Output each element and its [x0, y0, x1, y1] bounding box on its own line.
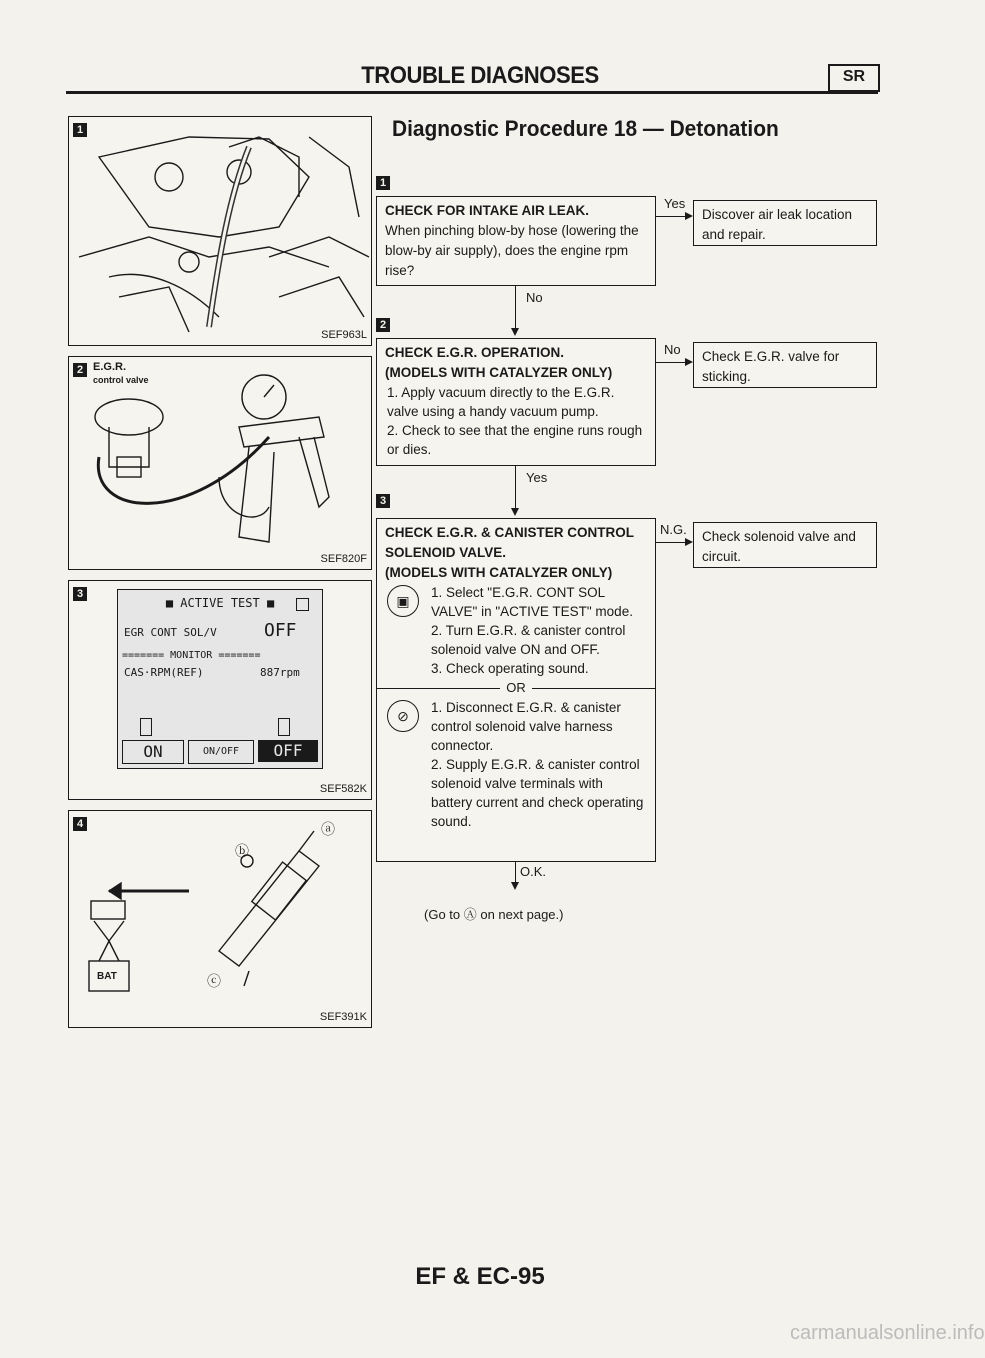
step-3-title: CHECK E.G.R. & CANISTER CONTROL SOLENOID VALVE.: [385, 525, 634, 560]
step-3-box: [376, 518, 656, 862]
figure-2: [68, 356, 372, 570]
step-number-3: 3: [376, 494, 390, 508]
step-2-item: 1. Apply vacuum directly to the E.G.R. valve using a handy vacuum pump.: [387, 385, 615, 419]
figure-ref: SEF391K: [319, 1011, 367, 1023]
goto-next-page: (Go to Ⓐ on next page.): [424, 907, 564, 922]
figure-caption: E.G.R. control valve: [93, 361, 149, 385]
screen-checkbox: [296, 598, 309, 611]
step-number-1: 1: [376, 176, 390, 190]
figure-ref: SEF582K: [319, 783, 367, 795]
screen-row1-label: EGR CONT SOL/V: [124, 626, 217, 639]
screen-title: ■ ACTIVE TEST ■: [165, 596, 275, 610]
step-3a-item: 3. Check operating sound.: [431, 661, 589, 676]
solenoid-battery-illustration: [69, 811, 371, 1027]
section-badge: SR: [828, 64, 880, 92]
consult-icon: ▣: [387, 585, 419, 617]
figure-3: [68, 580, 372, 800]
label-c: ⓒ: [207, 973, 221, 989]
screen-row2-value: 887rpm: [260, 666, 300, 679]
step-1-title: CHECK FOR INTAKE AIR LEAK.: [385, 203, 589, 218]
step-1-body: When pinching blow-by hose (lowering the blow-by air supply), does the engine rpm rise?: [385, 223, 639, 278]
figure-ref: SEF820F: [320, 553, 367, 565]
step-3a-item: 2. Turn E.G.R. & canister control solenoid valve ON and OFF.: [431, 623, 626, 657]
header-rule: [66, 91, 878, 94]
step-2-box: [376, 338, 656, 466]
step-2-title: CHECK E.G.R. OPERATION.: [385, 345, 565, 360]
vacuum-pump-illustration: [69, 357, 371, 569]
finger-icon: [140, 718, 152, 736]
figure-number: 1: [73, 123, 87, 137]
branch-yes-2: Yes: [526, 470, 548, 485]
finger-icon: [278, 718, 290, 736]
step-number-2: 2: [376, 318, 390, 332]
step-3a-item: 1. Select "E.G.R. CONT SOL VALVE" in "ACTIVE TEST" mode.: [431, 585, 633, 619]
step-3-subtitle: (MODELS WITH CATALYZER ONLY): [385, 565, 613, 580]
label-a: ⓐ: [321, 821, 335, 837]
onoff-button[interactable]: ON/OFF: [188, 740, 254, 764]
figure-number: 4: [73, 817, 87, 831]
step-3b-item: 1. Disconnect E.G.R. & canister control solenoid valve harness connector.: [431, 700, 621, 753]
battery-icon: BAT: [97, 971, 117, 982]
step-1-box: [376, 196, 656, 286]
step-2-item: 2. Check to see that the engine runs rough or dies.: [387, 423, 643, 457]
page-title: Diagnostic Procedure 18 — Detonation: [392, 116, 779, 141]
result-2-box: Check E.G.R. valve for sticking.: [693, 342, 877, 388]
branch-ng-3: N.G.: [660, 522, 687, 537]
label-b: ⓑ: [235, 843, 249, 859]
figure-1: [68, 116, 372, 346]
engine-hose-illustration: [69, 117, 371, 345]
figure-number: 2: [73, 363, 87, 377]
branch-yes-1: Yes: [664, 196, 686, 211]
figure-4: [68, 810, 372, 1028]
header-title: TROUBLE DIAGNOSES: [361, 62, 599, 89]
or-divider: OR: [500, 680, 532, 695]
consult-screen: [117, 589, 323, 769]
branch-no-1: No: [526, 290, 543, 305]
step-3b-item: 2. Supply E.G.R. & canister control solenoid valve terminals with battery current and check operating sound.: [431, 757, 644, 829]
on-button[interactable]: ON: [122, 740, 184, 764]
screen-row1-value: OFF: [264, 620, 297, 641]
watermark: carmanualsonline.info: [790, 1322, 985, 1344]
branch-no-2: No: [664, 342, 681, 357]
off-button[interactable]: OFF: [258, 740, 318, 762]
no-tool-icon: ⊘: [387, 700, 419, 732]
page-number: EF & EC-95: [415, 1263, 545, 1290]
step-2-subtitle: (MODELS WITH CATALYZER ONLY): [385, 365, 613, 380]
figure-number: 3: [73, 587, 87, 601]
screen-monitor: ======= MONITOR =======: [122, 650, 261, 661]
result-1-box: Discover air leak location and repair.: [693, 200, 877, 246]
result-3-box: Check solenoid valve and circuit.: [693, 522, 877, 568]
screen-row2-label: CAS·RPM(REF): [124, 666, 204, 679]
branch-ok-3: O.K.: [520, 864, 547, 879]
figure-ref: SEF963L: [321, 329, 367, 341]
